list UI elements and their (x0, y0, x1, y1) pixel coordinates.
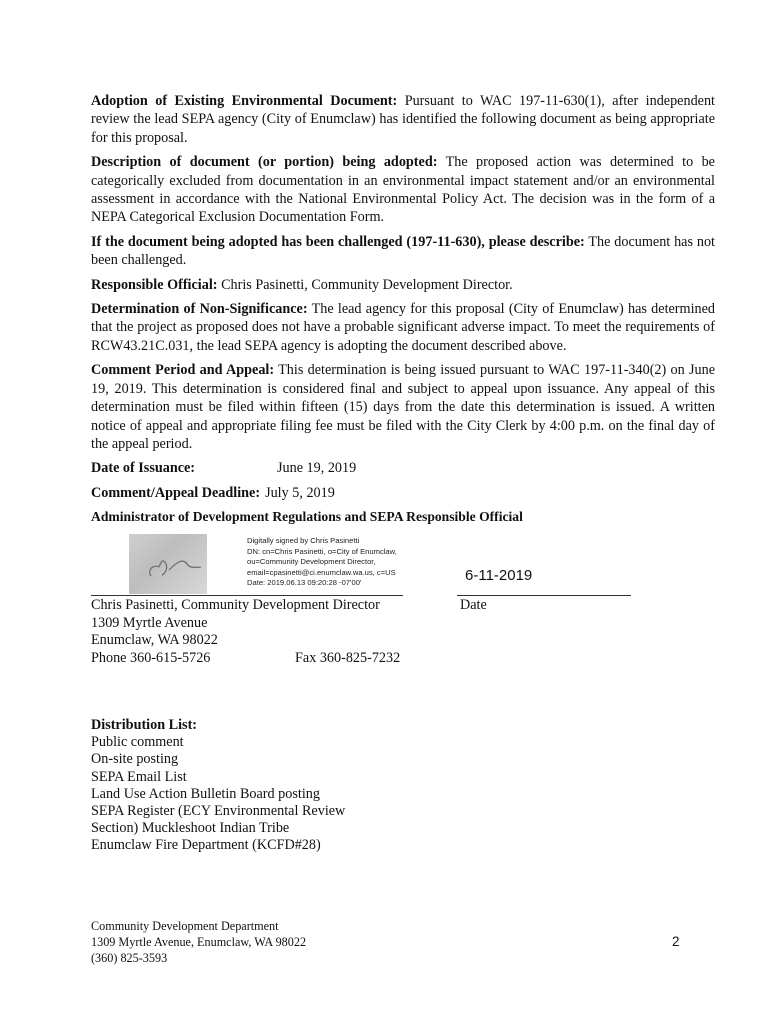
footer-department: Community Development Department (91, 919, 279, 933)
digsig-line-2: DN: cn=Chris Pasinetti, o=City of Enumclaw, (247, 546, 397, 556)
handwritten-signature-icon (129, 534, 207, 594)
responsible-text: Chris Pasinetti, Community Development Director. (217, 276, 513, 293)
contact-phone: Phone 360-615-5726 (91, 649, 211, 666)
signature-line (91, 595, 403, 596)
responsible-paragraph (91, 276, 715, 294)
digsig-line-4: email=cpasinetti@ci.enumclaw.wa.us, c=US (247, 567, 396, 577)
date-label: Date (460, 597, 487, 613)
comment-label: Comment Period and Appeal: (91, 362, 275, 379)
distribution-list (91, 717, 345, 855)
signature-image (129, 534, 207, 594)
contact-address-1: 1309 Myrtle Avenue (91, 614, 208, 631)
issuance-row (91, 459, 715, 477)
challenged-text: The document has not been challenged. (91, 233, 715, 269)
issuance-label: Date of Issuance: (91, 460, 196, 477)
signature-block (91, 531, 731, 601)
description-label: Description of document (or portion) being adopted: (91, 154, 438, 171)
deadline-label: Comment/Appeal Deadline: (91, 484, 261, 501)
deadline-row (91, 484, 715, 502)
description-text: The proposed action was determined to be categorically excluded from documentation in an environmental impact statement and/or an environmental assessment in accordance with the National Environmental Policy Act. The decision was in the form of a NEPA Categorical Exclusion Documentation Form. (91, 154, 715, 226)
list-item: Land Use Action Bulletin Board posting (91, 785, 320, 802)
signed-date: 6-11-2019 (465, 567, 533, 584)
adoption-paragraph (91, 92, 715, 147)
dns-label: Determination of Non-Significance: (91, 301, 308, 318)
digsig-line-5: Date: 2019.06.13 09:20:28 -07'00' (247, 578, 362, 588)
list-item: SEPA Register (ECY Environmental Review (91, 803, 346, 820)
deadline-value: July 5, 2019 (265, 484, 335, 501)
date-line (457, 595, 631, 596)
dns-paragraph (91, 300, 715, 355)
contact-fax: Fax 360-825-7232 (295, 649, 401, 666)
footer-address: 1309 Myrtle Avenue, Enumclaw, WA 98022 (91, 935, 307, 949)
dns-text: The lead agency for this proposal (City of Enumclaw) has determined that the project as proposed does not have a probable significant adverse impact. To meet the requirements of RCW43.21C.031, the lead SEPA agency is adopting the document described above. (91, 301, 715, 354)
distribution-heading: Distribution List: (91, 717, 198, 733)
list-item: Enumclaw Fire Department (KCFD#28) (91, 837, 321, 854)
challenged-label: If the document being adopted has been challenged (197-11-630), please describe: (91, 233, 585, 250)
contact-phone-row (91, 650, 691, 668)
description-paragraph (91, 153, 715, 227)
list-item: On-site posting (91, 751, 179, 768)
challenged-paragraph (91, 233, 715, 270)
page-number: 2 (672, 934, 680, 949)
adoption-label: Adoption of Existing Environmental Document: (91, 93, 398, 109)
comment-text: This determination is being issued pursuant to WAC 197-11-340(2) on June 19, 2019. This determination is considered final and subject to appeal upon issuance. Any appeal of this determination must be filed within fifteen (15) days from the date this determination is issued. A written notice of appeal and appropriate filing fee must be filed with the City Clerk by 4:00 p.m. on the final day of the appeal period. (91, 362, 715, 452)
list-item: SEPA Email List (91, 768, 187, 785)
document-body (91, 92, 715, 526)
adoption-text: Pursuant to WAC 197-11-630(1), after independent review the lead SEPA agency (City of Enumclaw) has identified the following document as being appropriate for this proposal. (91, 93, 715, 146)
digsig-line-1: Digitally signed by Chris Pasinetti (247, 536, 360, 545)
admin-title: Administrator of Development Regulations and SEPA Responsible Official (91, 509, 523, 525)
digsig-line-3: ou=Community Development Director, (247, 557, 376, 567)
comment-paragraph (91, 361, 715, 453)
list-item: Section) Muckleshoot Indian Tribe (91, 820, 290, 837)
list-item: Public comment (91, 734, 184, 751)
responsible-label: Responsible Official: (91, 276, 218, 293)
digital-signature-text (247, 536, 397, 589)
contact-block (91, 597, 691, 667)
footer (91, 918, 306, 966)
issuance-value: June 19, 2019 (277, 460, 357, 477)
footer-phone: (360) 825-3593 (91, 951, 168, 965)
contact-name: Chris Pasinetti, Community Development Director (91, 597, 380, 613)
contact-address-2: Enumclaw, WA 98022 (91, 632, 218, 649)
